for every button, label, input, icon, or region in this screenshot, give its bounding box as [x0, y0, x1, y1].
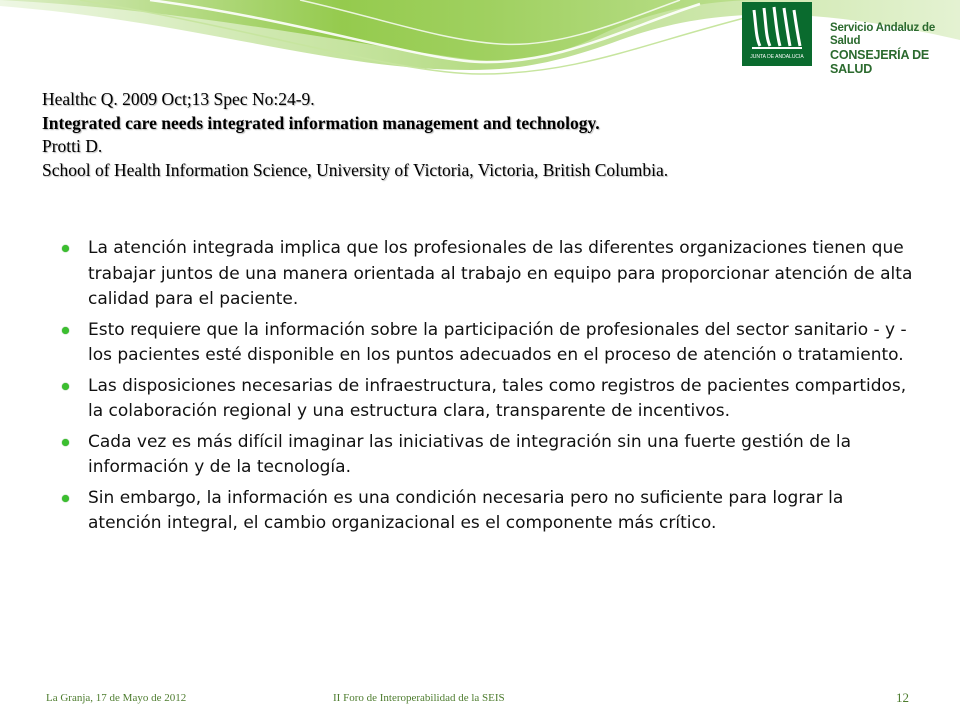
bullet-text: Sin embargo, la información es una condición necesaria pero no suficiente para lograr la atención integral, el cambio organizacional es el componente más crítico.: [88, 487, 844, 533]
citation-title: Integrated care needs integrated information management and technology.: [42, 112, 600, 133]
citation-block: [42, 88, 912, 182]
bullet-item: [62, 318, 920, 369]
bullet-list: [62, 236, 920, 542]
logo-line1: Servicio Andaluz de Salud: [830, 22, 936, 47]
logo: [742, 2, 956, 76]
svg-text:JUNTA DE ANDALUCIA: JUNTA DE ANDALUCIA: [750, 54, 804, 60]
bullet-text: Cada vez es más difícil imaginar las iniciativas de integración sin una fuerte gestión de la información y de la tecnología.: [88, 431, 852, 477]
bullet-text: Las disposiciones necesarias de infraestructura, tales como registros de pacientes compartidos, la colaboración regional y una estructura clara, transparente de incentivos.: [88, 375, 907, 421]
bullet-item: [62, 486, 920, 537]
junta-andalucia-emblem: [742, 2, 812, 66]
bullet-item: [62, 236, 920, 313]
citation-journal: Healthc Q. 2009 Oct;13 Spec No:24-9.: [42, 89, 315, 109]
citation-author: Protti D.: [42, 136, 103, 156]
bullet-dot-icon: [62, 245, 69, 252]
bullet-dot-icon: [62, 439, 69, 446]
page-number: 12: [896, 690, 909, 705]
footer-event: II Foro de Interoperabilidad de la SEIS: [333, 692, 505, 704]
bullet-text: La atención integrada implica que los profesionales de las diferentes organizaciones tienen que trabajar juntos de una manera orientada al trabajo en equipo para proporcionar atención de alta calidad para el paciente.: [88, 238, 913, 309]
logo-text: [830, 22, 956, 76]
logo-line2: CONSEJERÍA DE SALUD: [830, 48, 930, 76]
bullet-dot-icon: [62, 495, 69, 502]
bullet-item: [62, 374, 920, 425]
bullet-item: [62, 430, 920, 481]
bullet-dot-icon: [62, 327, 69, 334]
footer-date: La Granja, 17 de Mayo de 2012: [46, 692, 187, 704]
bullet-text: Esto requiere que la información sobre la participación de profesionales del sector sanitario - y - los pacientes esté disponible en los puntos adecuados en el proceso de atención o tratamiento.: [88, 319, 907, 365]
bullet-dot-icon: [62, 383, 69, 390]
citation-affiliation: School of Health Information Science, University of Victoria, Victoria, British Columbia.: [42, 159, 669, 180]
